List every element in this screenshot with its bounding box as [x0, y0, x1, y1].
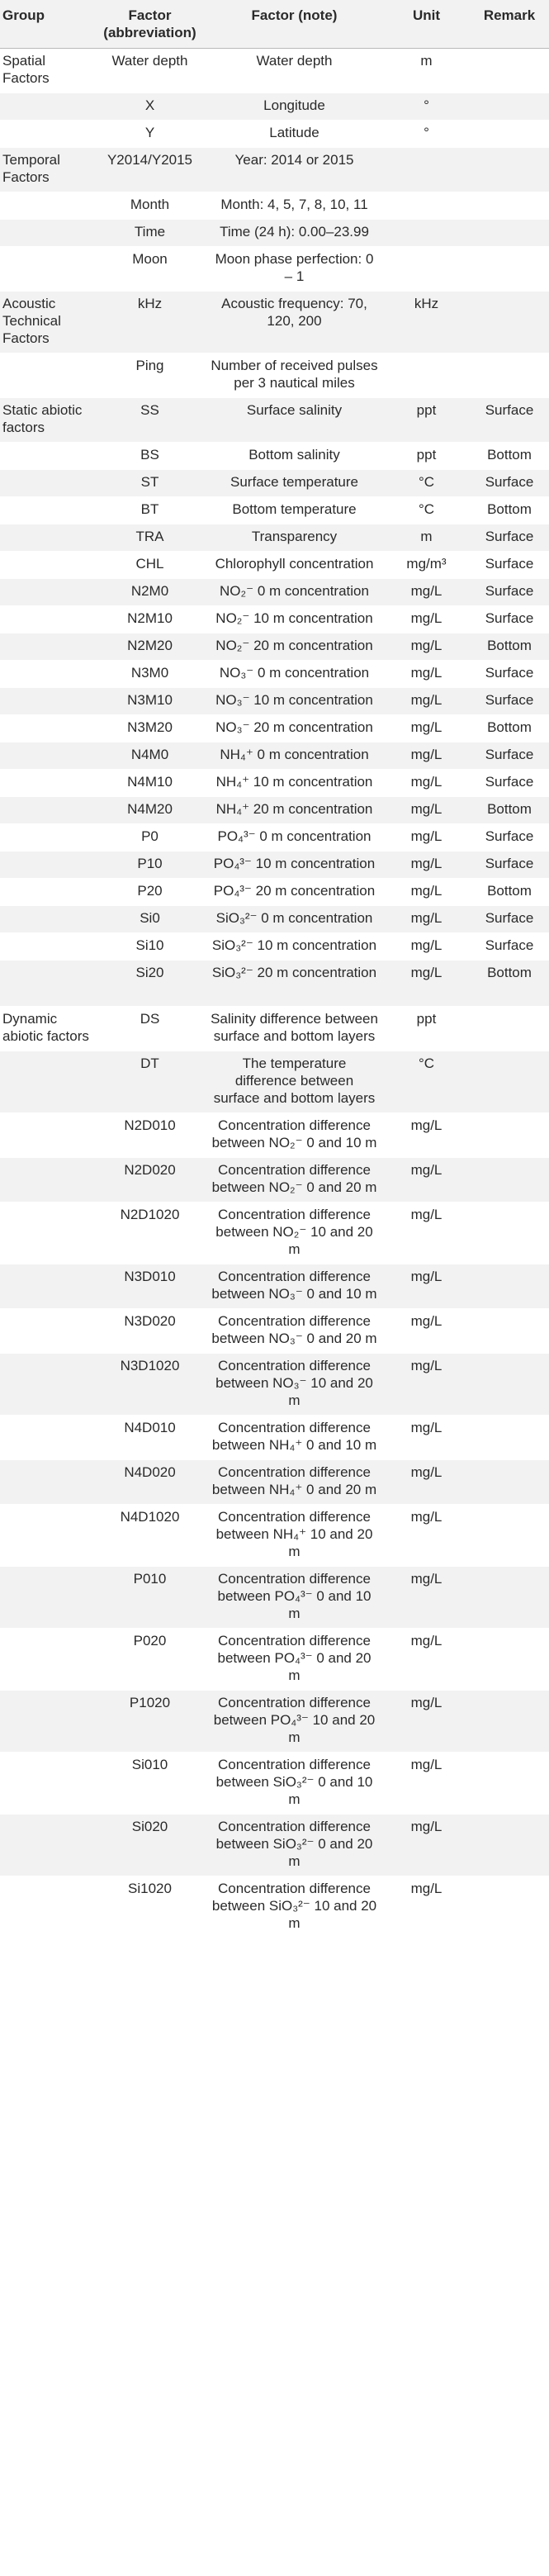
cell-unit [383, 353, 470, 398]
cell-factor-abbreviation: N4M0 [94, 742, 206, 770]
cell-unit: mg/L [383, 1815, 470, 1876]
cell-unit: mg/L [383, 742, 470, 770]
table-row [0, 220, 549, 247]
cell-factor-abbreviation: P10 [94, 852, 206, 879]
table-row [0, 443, 549, 470]
cell-remark [470, 1203, 549, 1264]
table-row [0, 148, 549, 192]
cell-remark: Surface [470, 524, 549, 552]
table-row [0, 1460, 549, 1505]
table-row [0, 1629, 549, 1691]
cell-unit: m [383, 524, 470, 552]
cell-unit: mg/L [383, 633, 470, 661]
header-factor-note: Factor (note) [206, 0, 383, 49]
cell-factor-abbreviation: BS [94, 443, 206, 470]
cell-factor-abbreviation: Si1020 [94, 1876, 206, 1938]
cell-factor-note: NO₃⁻ 20 m concentration [206, 715, 383, 742]
cell-factor-note: NH₄⁺ 0 m concentration [206, 742, 383, 770]
cell-remark [470, 1113, 549, 1158]
table-row [0, 742, 549, 770]
cell-group [0, 470, 94, 497]
cell-factor-note: Concentration difference between NO₃⁻ 0 and 20 m [206, 1309, 383, 1354]
cell-unit: mg/m³ [383, 552, 470, 579]
cell-factor-abbreviation: DT [94, 1051, 206, 1113]
cell-group [0, 1309, 94, 1354]
cell-factor-abbreviation: Water depth [94, 49, 206, 93]
cell-remark [470, 220, 549, 247]
cell-remark [470, 93, 549, 121]
cell-remark [470, 1416, 549, 1460]
cell-factor-note: PO₄³⁻ 20 m concentration [206, 879, 383, 906]
cell-unit: mg/L [383, 1567, 470, 1629]
cell-factor-abbreviation: N4D020 [94, 1460, 206, 1505]
cell-remark [470, 121, 549, 148]
cell-unit: °C [383, 497, 470, 524]
cell-factor-abbreviation: DS [94, 1007, 206, 1051]
cell-remark [470, 1505, 549, 1567]
cell-factor-note: Concentration difference between NH₄⁺ 0 and 10 m [206, 1416, 383, 1460]
cell-factor-note: NH₄⁺ 10 m concentration [206, 770, 383, 797]
table-row [0, 661, 549, 688]
cell-factor-note: PO₄³⁻ 0 m concentration [206, 824, 383, 852]
cell-remark [470, 292, 549, 353]
cell-unit: mg/L [383, 1264, 470, 1309]
table-row [0, 49, 549, 93]
cell-group [0, 661, 94, 688]
cell-factor-note: NO₃⁻ 0 m concentration [206, 661, 383, 688]
cell-factor-abbreviation: X [94, 93, 206, 121]
cell-remark [470, 1567, 549, 1629]
table-row [0, 1691, 549, 1753]
table-row [0, 961, 549, 1007]
cell-remark: Surface [470, 661, 549, 688]
cell-remark: Bottom [470, 879, 549, 906]
cell-group [0, 715, 94, 742]
cell-remark: Surface [470, 906, 549, 933]
cell-factor-note: The temperature difference between surface and bottom layers [206, 1051, 383, 1113]
table-row [0, 247, 549, 292]
cell-factor-note: SiO₃²⁻ 20 m concentration [206, 961, 383, 1007]
cell-remark: Bottom [470, 443, 549, 470]
cell-unit: mg/L [383, 797, 470, 824]
cell-group [0, 1203, 94, 1264]
cell-factor-abbreviation: P1020 [94, 1691, 206, 1753]
table-row [0, 398, 549, 443]
cell-group [0, 742, 94, 770]
cell-group [0, 353, 94, 398]
cell-group [0, 220, 94, 247]
cell-unit: mg/L [383, 606, 470, 633]
cell-factor-abbreviation: P010 [94, 1567, 206, 1629]
cell-unit: mg/L [383, 824, 470, 852]
cell-group [0, 770, 94, 797]
cell-group [0, 1629, 94, 1691]
cell-factor-note: Surface salinity [206, 398, 383, 443]
cell-factor-abbreviation: N3M20 [94, 715, 206, 742]
table-row [0, 93, 549, 121]
cell-remark [470, 192, 549, 220]
cell-remark: Surface [470, 579, 549, 606]
cell-factor-abbreviation: Month [94, 192, 206, 220]
cell-factor-abbreviation: P20 [94, 879, 206, 906]
cell-remark [470, 1051, 549, 1113]
header-row [0, 0, 549, 49]
cell-remark: Surface [470, 824, 549, 852]
cell-factor-note: Concentration difference between NO₂⁻ 0 and 20 m [206, 1158, 383, 1203]
cell-remark: Surface [470, 552, 549, 579]
cell-factor-abbreviation: P0 [94, 824, 206, 852]
cell-unit: mg/L [383, 1354, 470, 1416]
cell-factor-note: Concentration difference between NO₂⁻ 10 and 20 m [206, 1203, 383, 1264]
cell-unit: mg/L [383, 1158, 470, 1203]
cell-group: Spatial Factors [0, 49, 94, 93]
cell-factor-note: SiO₃²⁻ 10 m concentration [206, 933, 383, 961]
cell-factor-abbreviation: SS [94, 398, 206, 443]
table-row [0, 1264, 549, 1309]
cell-group [0, 824, 94, 852]
cell-unit: mg/L [383, 1876, 470, 1938]
cell-unit [383, 247, 470, 292]
cell-unit: mg/L [383, 715, 470, 742]
cell-factor-note: Concentration difference between PO₄³⁻ 0 and 20 m [206, 1629, 383, 1691]
table-row [0, 1203, 549, 1264]
cell-remark [470, 247, 549, 292]
cell-group [0, 579, 94, 606]
cell-remark: Bottom [470, 797, 549, 824]
cell-unit: mg/L [383, 661, 470, 688]
cell-remark [470, 1629, 549, 1691]
cell-unit [383, 220, 470, 247]
cell-remark [470, 1691, 549, 1753]
cell-factor-note: Acoustic frequency: 70, 120, 200 [206, 292, 383, 353]
table-row [0, 192, 549, 220]
cell-factor-abbreviation: Ping [94, 353, 206, 398]
header-remark: Remark [470, 0, 549, 49]
cell-unit: mg/L [383, 688, 470, 715]
cell-factor-abbreviation: kHz [94, 292, 206, 353]
cell-remark: Surface [470, 933, 549, 961]
table-row [0, 797, 549, 824]
cell-factor-note: Concentration difference between NH₄⁺ 0 and 20 m [206, 1460, 383, 1505]
cell-factor-abbreviation: N3D1020 [94, 1354, 206, 1416]
table-row [0, 770, 549, 797]
table-row [0, 1567, 549, 1629]
cell-remark [470, 353, 549, 398]
table-row [0, 1309, 549, 1354]
cell-unit: mg/L [383, 579, 470, 606]
table-row [0, 1007, 549, 1051]
table-row [0, 470, 549, 497]
cell-unit: mg/L [383, 770, 470, 797]
cell-remark: Bottom [470, 633, 549, 661]
cell-group [0, 1753, 94, 1815]
cell-group [0, 879, 94, 906]
cell-factor-abbreviation: N3D010 [94, 1264, 206, 1309]
cell-unit: mg/L [383, 1203, 470, 1264]
cell-factor-note: NO₃⁻ 10 m concentration [206, 688, 383, 715]
cell-unit: kHz [383, 292, 470, 353]
cell-unit: mg/L [383, 1309, 470, 1354]
cell-factor-abbreviation: N3M10 [94, 688, 206, 715]
cell-group [0, 552, 94, 579]
cell-factor-note: Transparency [206, 524, 383, 552]
cell-factor-abbreviation: N4M20 [94, 797, 206, 824]
cell-remark [470, 1815, 549, 1876]
cell-factor-note: Concentration difference between NO₃⁻ 0 and 10 m [206, 1264, 383, 1309]
cell-factor-abbreviation: N4D010 [94, 1416, 206, 1460]
table-row [0, 824, 549, 852]
cell-unit: mg/L [383, 1691, 470, 1753]
table-body [0, 49, 549, 1938]
cell-factor-note: Concentration difference between SiO₃²⁻ 0 and 20 m [206, 1815, 383, 1876]
cell-unit: mg/L [383, 852, 470, 879]
cell-unit: ° [383, 121, 470, 148]
cell-factor-note: Concentration difference between NH₄⁺ 10 and 20 m [206, 1505, 383, 1567]
table-row [0, 1416, 549, 1460]
cell-remark [470, 1158, 549, 1203]
cell-group [0, 1354, 94, 1416]
cell-unit: mg/L [383, 1460, 470, 1505]
cell-remark: Surface [470, 398, 549, 443]
cell-factor-note: Bottom salinity [206, 443, 383, 470]
cell-group [0, 1567, 94, 1629]
cell-unit: mg/L [383, 961, 470, 1007]
cell-group [0, 606, 94, 633]
cell-unit: mg/L [383, 879, 470, 906]
table-row [0, 1876, 549, 1938]
cell-group: Temporal Factors [0, 148, 94, 192]
cell-remark: Surface [470, 688, 549, 715]
cell-factor-abbreviation: N2D010 [94, 1113, 206, 1158]
cell-factor-abbreviation: N4D1020 [94, 1505, 206, 1567]
cell-group [0, 961, 94, 1007]
cell-remark [470, 1264, 549, 1309]
cell-factor-abbreviation: Si010 [94, 1753, 206, 1815]
cell-unit: m [383, 49, 470, 93]
cell-factor-note: Salinity difference between surface and bottom layers [206, 1007, 383, 1051]
cell-factor-abbreviation: CHL [94, 552, 206, 579]
cell-remark: Bottom [470, 497, 549, 524]
cell-unit: mg/L [383, 1505, 470, 1567]
cell-factor-note: Concentration difference between PO₄³⁻ 0 and 10 m [206, 1567, 383, 1629]
header-factor-abbreviation: Factor (abbreviation) [94, 0, 206, 49]
table-row [0, 715, 549, 742]
cell-factor-note: SiO₃²⁻ 0 m concentration [206, 906, 383, 933]
cell-group [0, 497, 94, 524]
cell-group [0, 688, 94, 715]
cell-group [0, 1113, 94, 1158]
cell-group [0, 247, 94, 292]
cell-factor-abbreviation: BT [94, 497, 206, 524]
cell-remark [470, 1876, 549, 1938]
cell-factor-note: Year: 2014 or 2015 [206, 148, 383, 192]
cell-unit: °C [383, 1051, 470, 1113]
cell-group [0, 797, 94, 824]
cell-factor-abbreviation: N2M20 [94, 633, 206, 661]
table-row [0, 1815, 549, 1876]
table-row [0, 292, 549, 353]
cell-factor-note: Longitude [206, 93, 383, 121]
cell-factor-abbreviation: N3M0 [94, 661, 206, 688]
cell-unit: mg/L [383, 906, 470, 933]
cell-factor-abbreviation: N4M10 [94, 770, 206, 797]
cell-factor-abbreviation: N3D020 [94, 1309, 206, 1354]
cell-unit: mg/L [383, 1753, 470, 1815]
table-row [0, 606, 549, 633]
table-row [0, 1505, 549, 1567]
table-row [0, 1113, 549, 1158]
cell-group [0, 524, 94, 552]
cell-remark [470, 49, 549, 93]
cell-unit: ppt [383, 398, 470, 443]
cell-factor-note: Number of received pulses per 3 nautical miles [206, 353, 383, 398]
cell-unit: ppt [383, 443, 470, 470]
cell-factor-note: Concentration difference between SiO₃²⁻ 10 and 20 m [206, 1876, 383, 1938]
table-row [0, 524, 549, 552]
table-row [0, 1051, 549, 1113]
cell-factor-note: Chlorophyll concentration [206, 552, 383, 579]
cell-factor-note: Water depth [206, 49, 383, 93]
cell-group: Acoustic Technical Factors [0, 292, 94, 353]
cell-factor-abbreviation: N2D020 [94, 1158, 206, 1203]
table-row [0, 353, 549, 398]
cell-factor-abbreviation: Si020 [94, 1815, 206, 1876]
cell-factor-abbreviation: Y [94, 121, 206, 148]
table-row [0, 552, 549, 579]
table-row [0, 933, 549, 961]
cell-factor-abbreviation: Time [94, 220, 206, 247]
cell-group [0, 633, 94, 661]
cell-group [0, 852, 94, 879]
cell-factor-abbreviation: Moon [94, 247, 206, 292]
cell-group: Static abiotic factors [0, 398, 94, 443]
cell-group [0, 906, 94, 933]
cell-group: Dynamic abiotic factors [0, 1007, 94, 1051]
cell-factor-abbreviation: N2D1020 [94, 1203, 206, 1264]
cell-factor-abbreviation: ST [94, 470, 206, 497]
table-row [0, 1753, 549, 1815]
table-row [0, 121, 549, 148]
cell-remark: Bottom [470, 715, 549, 742]
cell-factor-abbreviation: TRA [94, 524, 206, 552]
cell-factor-note: NO₂⁻ 0 m concentration [206, 579, 383, 606]
cell-remark [470, 1354, 549, 1416]
cell-factor-abbreviation: Si10 [94, 933, 206, 961]
table-row [0, 1354, 549, 1416]
header-unit: Unit [383, 0, 470, 49]
cell-factor-note: NH₄⁺ 20 m concentration [206, 797, 383, 824]
cell-unit: ppt [383, 1007, 470, 1051]
cell-unit: ° [383, 93, 470, 121]
cell-group [0, 1264, 94, 1309]
cell-unit [383, 192, 470, 220]
cell-factor-note: Latitude [206, 121, 383, 148]
header-group: Group [0, 0, 94, 49]
cell-unit: mg/L [383, 933, 470, 961]
cell-factor-note: Moon phase perfection: 0 – 1 [206, 247, 383, 292]
table-row [0, 497, 549, 524]
cell-factor-note: Time (24 h): 0.00–23.99 [206, 220, 383, 247]
cell-remark: Surface [470, 770, 549, 797]
table-header [0, 0, 549, 49]
cell-factor-note: Concentration difference between PO₄³⁻ 10 and 20 m [206, 1691, 383, 1753]
cell-factor-note: Concentration difference between NO₃⁻ 10 and 20 m [206, 1354, 383, 1416]
cell-group [0, 192, 94, 220]
cell-factor-abbreviation: P020 [94, 1629, 206, 1691]
cell-remark: Surface [470, 470, 549, 497]
cell-factor-abbreviation: Si20 [94, 961, 206, 1007]
table-row [0, 852, 549, 879]
cell-group [0, 1416, 94, 1460]
table-row [0, 906, 549, 933]
cell-factor-note: Month: 4, 5, 7, 8, 10, 11 [206, 192, 383, 220]
cell-unit: mg/L [383, 1629, 470, 1691]
cell-group [0, 1051, 94, 1113]
cell-factor-note: Surface temperature [206, 470, 383, 497]
table-row [0, 879, 549, 906]
cell-group [0, 933, 94, 961]
cell-remark [470, 148, 549, 192]
cell-factor-abbreviation: Si0 [94, 906, 206, 933]
cell-unit [383, 148, 470, 192]
cell-group [0, 93, 94, 121]
cell-remark [470, 1753, 549, 1815]
cell-group [0, 1460, 94, 1505]
cell-remark [470, 1007, 549, 1051]
table-row [0, 688, 549, 715]
cell-group [0, 1876, 94, 1938]
cell-remark [470, 1309, 549, 1354]
cell-factor-note: Bottom temperature [206, 497, 383, 524]
cell-remark: Surface [470, 852, 549, 879]
cell-group [0, 443, 94, 470]
cell-factor-abbreviation: N2M10 [94, 606, 206, 633]
cell-group [0, 1815, 94, 1876]
cell-group [0, 1505, 94, 1567]
cell-remark: Bottom [470, 961, 549, 1007]
cell-remark: Surface [470, 742, 549, 770]
cell-unit: °C [383, 470, 470, 497]
cell-factor-abbreviation: Y2014/Y2015 [94, 148, 206, 192]
table-row [0, 633, 549, 661]
cell-factor-note: Concentration difference between NO₂⁻ 0 and 10 m [206, 1113, 383, 1158]
cell-remark: Surface [470, 606, 549, 633]
cell-remark [470, 1460, 549, 1505]
cell-group [0, 1158, 94, 1203]
cell-factor-note: NO₂⁻ 20 m concentration [206, 633, 383, 661]
cell-factor-note: NO₂⁻ 10 m concentration [206, 606, 383, 633]
table-row [0, 579, 549, 606]
table-row [0, 1158, 549, 1203]
cell-unit: mg/L [383, 1113, 470, 1158]
cell-factor-note: Concentration difference between SiO₃²⁻ 0 and 10 m [206, 1753, 383, 1815]
cell-unit: mg/L [383, 1416, 470, 1460]
cell-factor-note: PO₄³⁻ 10 m concentration [206, 852, 383, 879]
cell-factor-abbreviation: N2M0 [94, 579, 206, 606]
cell-group [0, 121, 94, 148]
cell-group [0, 1691, 94, 1753]
